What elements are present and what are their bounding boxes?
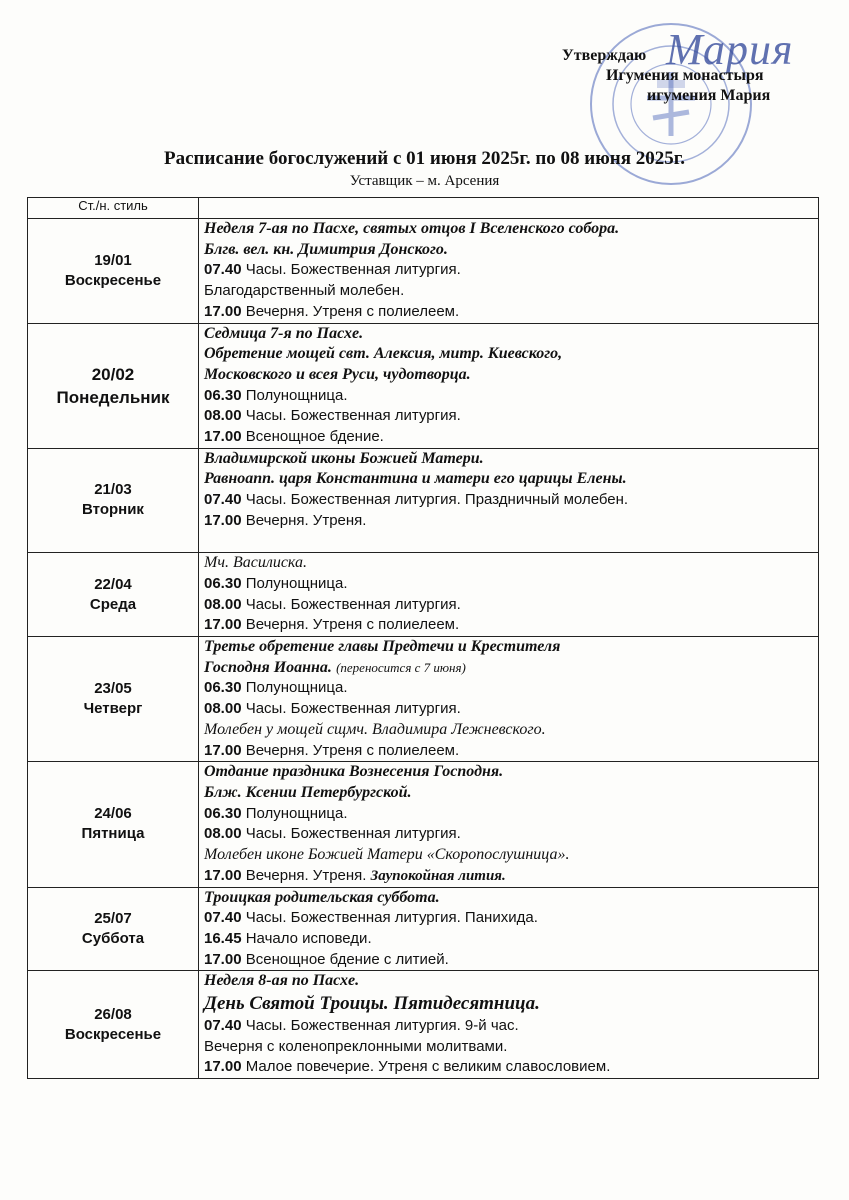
service-time: 17.00: [204, 950, 242, 968]
table-row: [28, 971, 819, 1079]
service-line: [204, 866, 812, 887]
column-header-date: Ст./н. стиль: [28, 198, 199, 219]
service-time: 07.40: [204, 491, 242, 509]
feast-title: Неделя 7-ая по Пасхе, святых отцов I Вселенского собора.: [204, 220, 620, 237]
service-text: Благодарственный молебен.: [204, 282, 405, 300]
service-note: (переносится с 7 июня): [336, 659, 466, 675]
service-line: [204, 324, 812, 345]
table-header-row: [28, 198, 819, 219]
services-cell: [199, 887, 819, 971]
service-text: Вечерня. Утреня.: [245, 511, 367, 529]
table-row: [28, 448, 819, 553]
service-time: 08.00: [204, 700, 242, 718]
service-line: [204, 1037, 812, 1058]
service-time: 17.00: [204, 428, 242, 446]
approval-line-2: Игумения монастыря: [606, 67, 764, 84]
service-text: Часы. Божественная литургия.: [245, 261, 461, 279]
day-cell: [28, 887, 199, 971]
day-cell: [28, 637, 199, 762]
memorial-service: Заупокойная лития.: [370, 867, 506, 884]
service-line: [204, 449, 812, 470]
day-date: 22/04: [94, 575, 132, 593]
feast-title: Блж. Ксении Петербургской.: [204, 783, 412, 801]
day-date: 21/03: [94, 481, 132, 499]
service-text: Вечерня. Утреня с полиелеем.: [245, 616, 460, 634]
service-time: 07.40: [204, 1017, 242, 1035]
service-text: Часы. Божественная литургия. Панихида.: [245, 909, 538, 927]
feast-title: Троицкая родительская суббота.: [204, 888, 440, 906]
day-cell: [28, 971, 199, 1079]
service-time: 07.40: [204, 261, 242, 279]
service-text: Всенощное бдение с литией.: [245, 950, 449, 968]
service-line: [204, 511, 812, 532]
service-text: Часы. Божественная литургия.: [245, 825, 461, 843]
feast-title: День Святой Троицы. Пятидесятница.: [204, 993, 540, 1015]
service-line: [204, 615, 812, 636]
services-cell: [199, 448, 819, 553]
service-line: [204, 386, 812, 407]
service-time: 16.45: [204, 929, 242, 947]
service-time: 08.00: [204, 825, 242, 843]
table-row: [28, 887, 819, 971]
day-date: 20/02: [91, 364, 135, 384]
approval-line-3: игумения Мария: [647, 87, 771, 104]
column-header-services: [199, 198, 819, 219]
service-line: [204, 595, 812, 616]
service-line: [204, 678, 812, 699]
feast-title: Неделя 8-ая по Пасхе.: [204, 972, 360, 990]
service-text: Полунощница.: [245, 574, 348, 592]
service-time: 17.00: [204, 1058, 242, 1076]
service-text: Часы. Божественная литургия.: [245, 595, 461, 613]
day-cell: [28, 553, 199, 637]
feast-title: Обретение мощей свт. Алексия, митр. Киевского,: [204, 345, 563, 363]
day-date: 24/06: [94, 805, 132, 823]
service-line: [204, 845, 812, 866]
service-text: Часы. Божественная литургия. Праздничный молебен.: [245, 491, 629, 509]
service-line: [204, 302, 812, 323]
day-weekday: Суббота: [81, 929, 145, 947]
feast-title: Господня Иоанна.: [204, 658, 332, 676]
service-text: Вечерня. Утреня.: [245, 866, 367, 884]
feast-title: Седмица 7-я по Пасхе.: [204, 324, 364, 342]
service-line: [204, 637, 812, 658]
service-line: [204, 804, 812, 825]
day-weekday: Четверг: [83, 700, 143, 718]
day-date: 25/07: [94, 909, 132, 927]
table-row: [28, 219, 819, 324]
day-weekday: Среда: [89, 595, 137, 613]
service-line: [204, 699, 812, 720]
table-row: [28, 553, 819, 637]
service-line: [204, 427, 812, 448]
service-time: 06.30: [204, 679, 242, 697]
service-text: Всенощное бдение.: [245, 428, 384, 446]
service-line: [204, 469, 812, 490]
service-text: Полунощница.: [245, 804, 348, 822]
day-cell: [28, 762, 199, 887]
service-time: 17.00: [204, 511, 242, 529]
service-text: Вечерня с коленопреклонными молитвами.: [204, 1037, 508, 1055]
service-line: [204, 1057, 812, 1078]
service-text: Полунощница.: [245, 386, 348, 404]
service-text: Часы. Божественная литургия. 9-й час.: [245, 1017, 519, 1035]
service-line: [204, 658, 812, 679]
day-date: 26/08: [94, 1005, 132, 1023]
service-text: Мч. Василиска.: [204, 554, 307, 572]
service-line: [204, 908, 812, 929]
feast-title: Третье обретение главы Предтечи и Крестителя: [204, 638, 561, 656]
service-line: [204, 260, 812, 281]
schedule-body: [28, 219, 819, 1079]
service-time: 06.30: [204, 574, 242, 592]
day-weekday: Вторник: [82, 501, 144, 519]
service-time: 08.00: [204, 595, 242, 613]
day-weekday: Воскресенье: [64, 271, 162, 289]
service-line: [204, 783, 812, 804]
service-line: [204, 824, 812, 845]
day-date: 23/05: [94, 680, 132, 698]
service-text: Вечерня. Утреня с полиелеем.: [245, 302, 460, 320]
service-line: [204, 344, 812, 365]
feast-title: Равноапп. царя Константина и матери его царицы Елены.: [204, 470, 627, 488]
service-time: 17.00: [204, 741, 242, 759]
service-text: Начало исповеди.: [245, 929, 372, 947]
schedule-table: [27, 197, 819, 1079]
table-row: [28, 637, 819, 762]
service-text: Малое повечерие. Утреня с великим славословием.: [245, 1058, 611, 1076]
service-text: Молебен у мощей сщмч. Владимира Лежневского.: [204, 720, 546, 738]
service-time: 07.40: [204, 909, 242, 927]
page-subtitle: Уставщик – м. Арсения: [349, 173, 500, 189]
service-time: 17.00: [204, 866, 242, 884]
service-line: [204, 490, 812, 511]
service-text: Часы. Божественная литургия.: [245, 700, 461, 718]
day-cell: [28, 448, 199, 553]
service-line: [204, 574, 812, 595]
service-line: [204, 532, 812, 553]
service-line: [204, 720, 812, 741]
services-cell: [199, 637, 819, 762]
service-line: [204, 365, 812, 386]
services-cell: [199, 553, 819, 637]
services-cell: [199, 323, 819, 448]
table-row: [28, 323, 819, 448]
service-time: 17.00: [204, 302, 242, 320]
service-line: [204, 741, 812, 762]
feast-title: Владимирской иконы Божией Матери.: [204, 449, 484, 467]
service-line: [204, 553, 812, 574]
service-line: [204, 971, 812, 992]
day-weekday: Понедельник: [56, 387, 170, 407]
day-weekday: Воскресенье: [64, 1025, 162, 1043]
service-line: [204, 219, 812, 240]
services-cell: [199, 219, 819, 324]
day-cell: [28, 323, 199, 448]
service-time: 06.30: [204, 804, 242, 822]
services-cell: [199, 971, 819, 1079]
service-line: [204, 762, 812, 783]
table-row: [28, 762, 819, 887]
feast-title: Блгв. вел. кн. Димитрия Донского.: [204, 240, 448, 258]
service-line: [204, 950, 812, 971]
service-line: [204, 1016, 812, 1037]
service-line: [204, 888, 812, 909]
service-line: [204, 240, 812, 261]
service-text: Полунощница.: [245, 679, 348, 697]
service-text: Часы. Божественная литургия.: [245, 407, 461, 425]
services-cell: [199, 762, 819, 887]
service-text: Вечерня. Утреня с полиелеем.: [245, 741, 460, 759]
feast-title: Отдание праздника Вознесения Господня.: [204, 763, 504, 781]
service-line: [204, 281, 812, 302]
service-text: Молебен иконе Божией Матери «Скоропослушница».: [204, 846, 570, 864]
service-time: 06.30: [204, 386, 242, 404]
approval-block: [540, 46, 840, 106]
service-line: [204, 992, 812, 1016]
approval-line-1: Утверждаю: [562, 47, 647, 64]
service-line: [204, 929, 812, 950]
service-time: 08.00: [204, 407, 242, 425]
feast-title: Московского и всея Руси, чудотворца.: [204, 365, 471, 383]
signature: Мария: [666, 25, 794, 74]
day-weekday: Пятница: [81, 825, 145, 843]
page-title: Расписание богослужений с 01 июня 2025г. по 08 июня 2025г.: [164, 148, 685, 169]
day-date: 19/01: [94, 251, 132, 269]
service-time: 17.00: [204, 616, 242, 634]
day-cell: [28, 219, 199, 324]
service-line: [204, 406, 812, 427]
